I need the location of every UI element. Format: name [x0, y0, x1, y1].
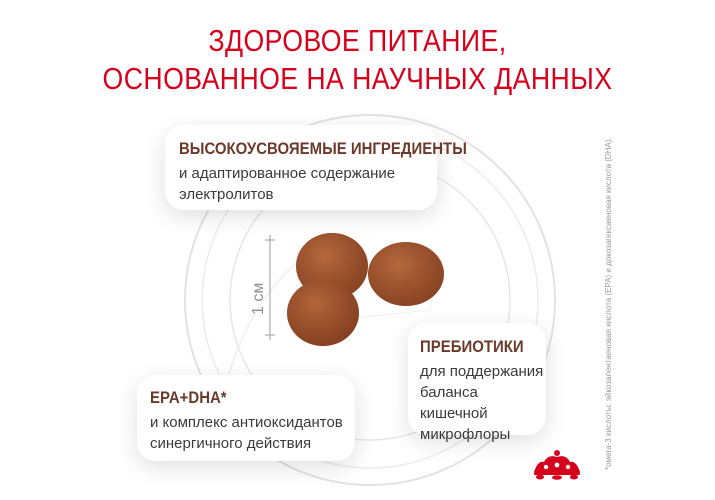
card-heading: ВЫСОКОУСВОЯЕМЫЕ ИНГРЕДИЕНТЫ — [179, 139, 467, 158]
card-heading: EPA+DHA* — [150, 388, 227, 407]
card-text-line: для поддержания — [420, 363, 544, 380]
card-text — [150, 412, 355, 454]
card-text-line: баланса кишечной — [420, 384, 488, 422]
benefit-card-ingredients — [165, 125, 467, 210]
benefit-card-prebiotics — [408, 323, 546, 443]
benefit-card-epa-dha — [137, 375, 355, 461]
card-heading: ПРЕБИОТИКИ — [420, 337, 524, 356]
royal-crown-icon — [530, 448, 584, 480]
footnote: *омега-3 кислоты: эйкозапентаеновая кислота (EPA) и докозагексаеновая кислота (DHA). — [604, 137, 613, 470]
headline-line-1: ЗДОРОВОЕ ПИТАНИЕ, — [208, 23, 507, 58]
card-text — [420, 361, 546, 445]
card-text-line: микрофлоры — [420, 426, 511, 443]
scale-label: 1 см — [250, 282, 267, 315]
headline-line-2: ОСНОВАННОЕ НА НАУЧНЫХ ДАННЫХ — [102, 61, 613, 96]
card-text-line: синергичного действия — [150, 435, 312, 452]
page-headline — [50, 22, 665, 98]
card-text-line: и адаптированное содержание — [179, 165, 396, 182]
card-text-line: электролитов — [179, 186, 274, 203]
card-text — [179, 163, 437, 205]
card-text-line: и комплекс антиоксидантов — [150, 414, 343, 431]
